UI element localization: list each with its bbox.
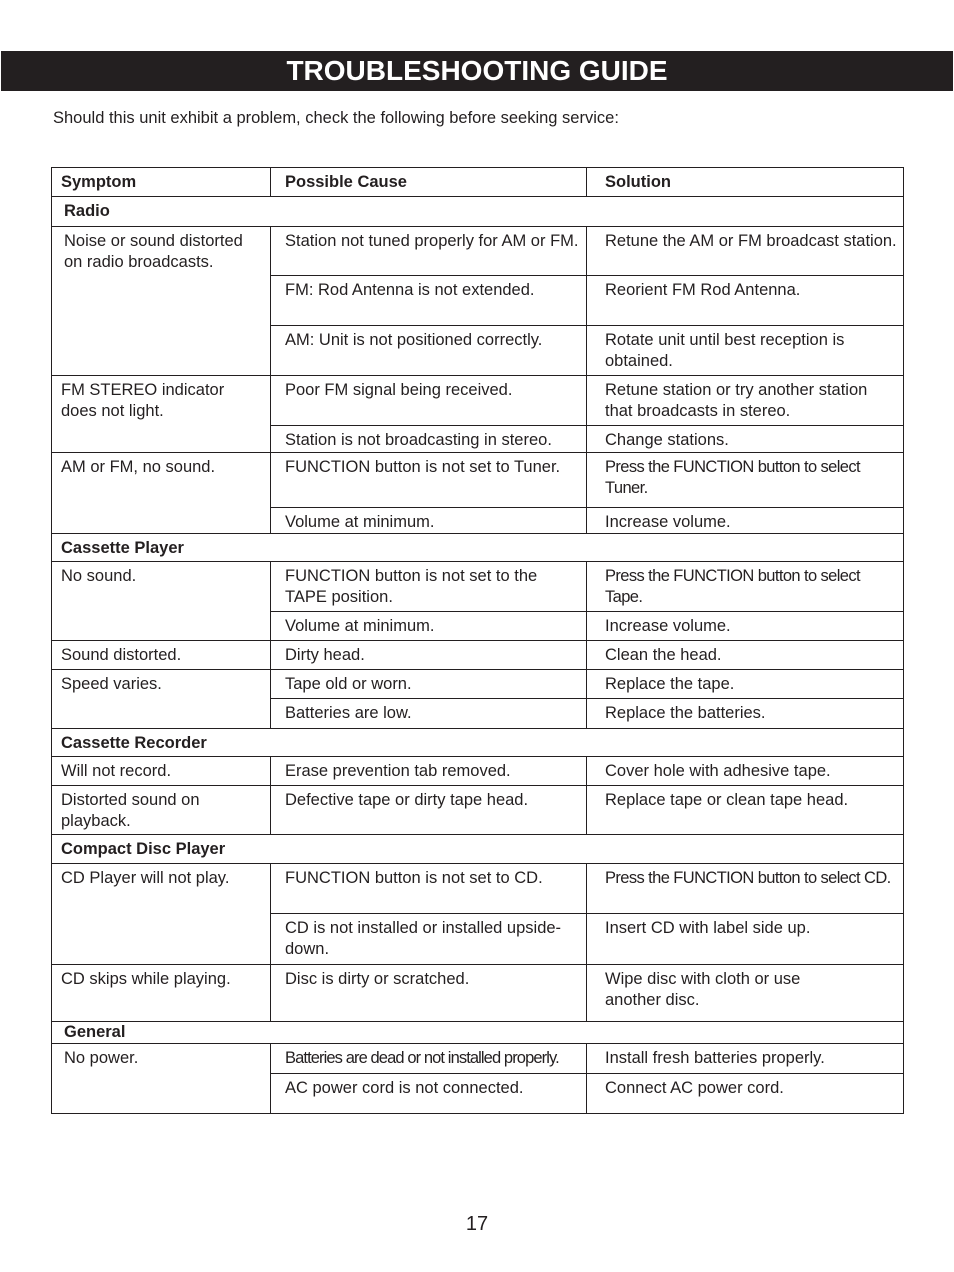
cause-cell: Disc is dirty or scratched. [271, 965, 587, 1022]
cause-cell: Batteries are dead or not installed properly. [271, 1044, 587, 1074]
table-row [52, 670, 904, 699]
section-row-cd-player [52, 835, 904, 864]
solution-cell: Press the FUNCTION button to select CD. [587, 864, 904, 914]
symptom-cell: Distorted sound on playback. [52, 786, 271, 835]
section-row-cassette-recorder [52, 729, 904, 757]
solution-cell: Increase volume. [587, 612, 904, 641]
solution-cell: Replace tape or clean tape head. [587, 786, 904, 835]
page-number: 17 [465, 1213, 489, 1235]
table-row [52, 965, 904, 1022]
cause-cell: Defective tape or dirty tape head. [271, 786, 587, 835]
cause-cell: Station is not broadcasting in stereo. [271, 426, 587, 453]
solution-cell: Reorient FM Rod Antenna. [587, 276, 904, 326]
symptom-cell: Will not record. [52, 757, 271, 786]
table-row [52, 786, 904, 835]
section-row-cassette-player [52, 534, 904, 562]
symptom-cell: CD skips while playing. [52, 965, 271, 1022]
symptom-cell: FM STEREO indicator does not light. [52, 376, 271, 453]
symptom-cell: No power. [52, 1044, 271, 1114]
header-symptom: Symptom [52, 168, 271, 197]
intro-text: Should this unit exhibit a problem, check the following before seeking service: [53, 109, 619, 127]
table-row [52, 757, 904, 786]
troubleshooting-table [51, 167, 904, 1114]
section-heading-cassette-player: Cassette Player [52, 534, 904, 562]
table-row [52, 453, 904, 508]
cause-cell: CD is not installed or installed upside-down. [271, 914, 587, 965]
section-row-radio [52, 197, 904, 227]
table-row [52, 641, 904, 670]
cause-cell: Station not tuned properly for AM or FM. [271, 227, 587, 276]
solution-cell: Retune station or try another station that broadcasts in stereo. [587, 376, 904, 426]
cause-cell: Dirty head. [271, 641, 587, 670]
cause-cell: Volume at minimum. [271, 612, 587, 641]
section-heading-general: General [52, 1022, 904, 1044]
symptom-cell: Sound distorted. [52, 641, 271, 670]
table-row [52, 864, 904, 914]
table-row [52, 1044, 904, 1074]
solution-cell: Retune the AM or FM broadcast station. [587, 227, 904, 276]
header-row [52, 168, 904, 197]
cause-cell: AM: Unit is not positioned correctly. [271, 326, 587, 376]
symptom-cell: Speed varies. [52, 670, 271, 729]
solution-cell: Press the FUNCTION button to select Tuner. [587, 453, 904, 508]
table-row [52, 227, 904, 276]
symptom-cell: No sound. [52, 562, 271, 641]
solution-cell: Cover hole with adhesive tape. [587, 757, 904, 786]
solution-cell: Clean the head. [587, 641, 904, 670]
solution-cell: Change stations. [587, 426, 904, 453]
section-row-general [52, 1022, 904, 1044]
section-heading-cassette-recorder: Cassette Recorder [52, 729, 904, 757]
solution-cell: Connect AC power cord. [587, 1074, 904, 1114]
solution-cell: Increase volume. [587, 508, 904, 534]
page-title: TROUBLESHOOTING GUIDE [1, 51, 953, 91]
symptom-cell: CD Player will not play. [52, 864, 271, 965]
section-heading-radio: Radio [52, 197, 904, 227]
cause-cell: Batteries are low. [271, 699, 587, 729]
cause-cell: Erase prevention tab removed. [271, 757, 587, 786]
cause-cell: AC power cord is not connected. [271, 1074, 587, 1114]
symptom-cell: Noise or sound distorted on radio broadcasts. [52, 227, 271, 376]
cause-cell: FUNCTION button is not set to CD. [271, 864, 587, 914]
cause-cell: Poor FM signal being received. [271, 376, 587, 426]
header-cause: Possible Cause [271, 168, 587, 197]
cause-cell: Volume at minimum. [271, 508, 587, 534]
section-heading-cd-player: Compact Disc Player [52, 835, 904, 864]
solution-cell: Replace the tape. [587, 670, 904, 699]
table-row [52, 562, 904, 612]
cause-cell: FUNCTION button is not set to Tuner. [271, 453, 587, 508]
solution-cell: Install fresh batteries properly. [587, 1044, 904, 1074]
cause-cell: FM: Rod Antenna is not extended. [271, 276, 587, 326]
cause-cell: Tape old or worn. [271, 670, 587, 699]
header-solution: Solution [587, 168, 904, 197]
table-row [52, 376, 904, 426]
symptom-cell: AM or FM, no sound. [52, 453, 271, 534]
solution-cell: Rotate unit until best reception is obtained. [587, 326, 904, 376]
solution-cell: Replace the batteries. [587, 699, 904, 729]
solution-cell: Insert CD with label side up. [587, 914, 904, 965]
solution-cell: Press the FUNCTION button to select Tape. [587, 562, 904, 612]
cause-cell: FUNCTION button is not set to the TAPE position. [271, 562, 587, 612]
solution-cell: Wipe disc with cloth or use another disc. [587, 965, 904, 1022]
